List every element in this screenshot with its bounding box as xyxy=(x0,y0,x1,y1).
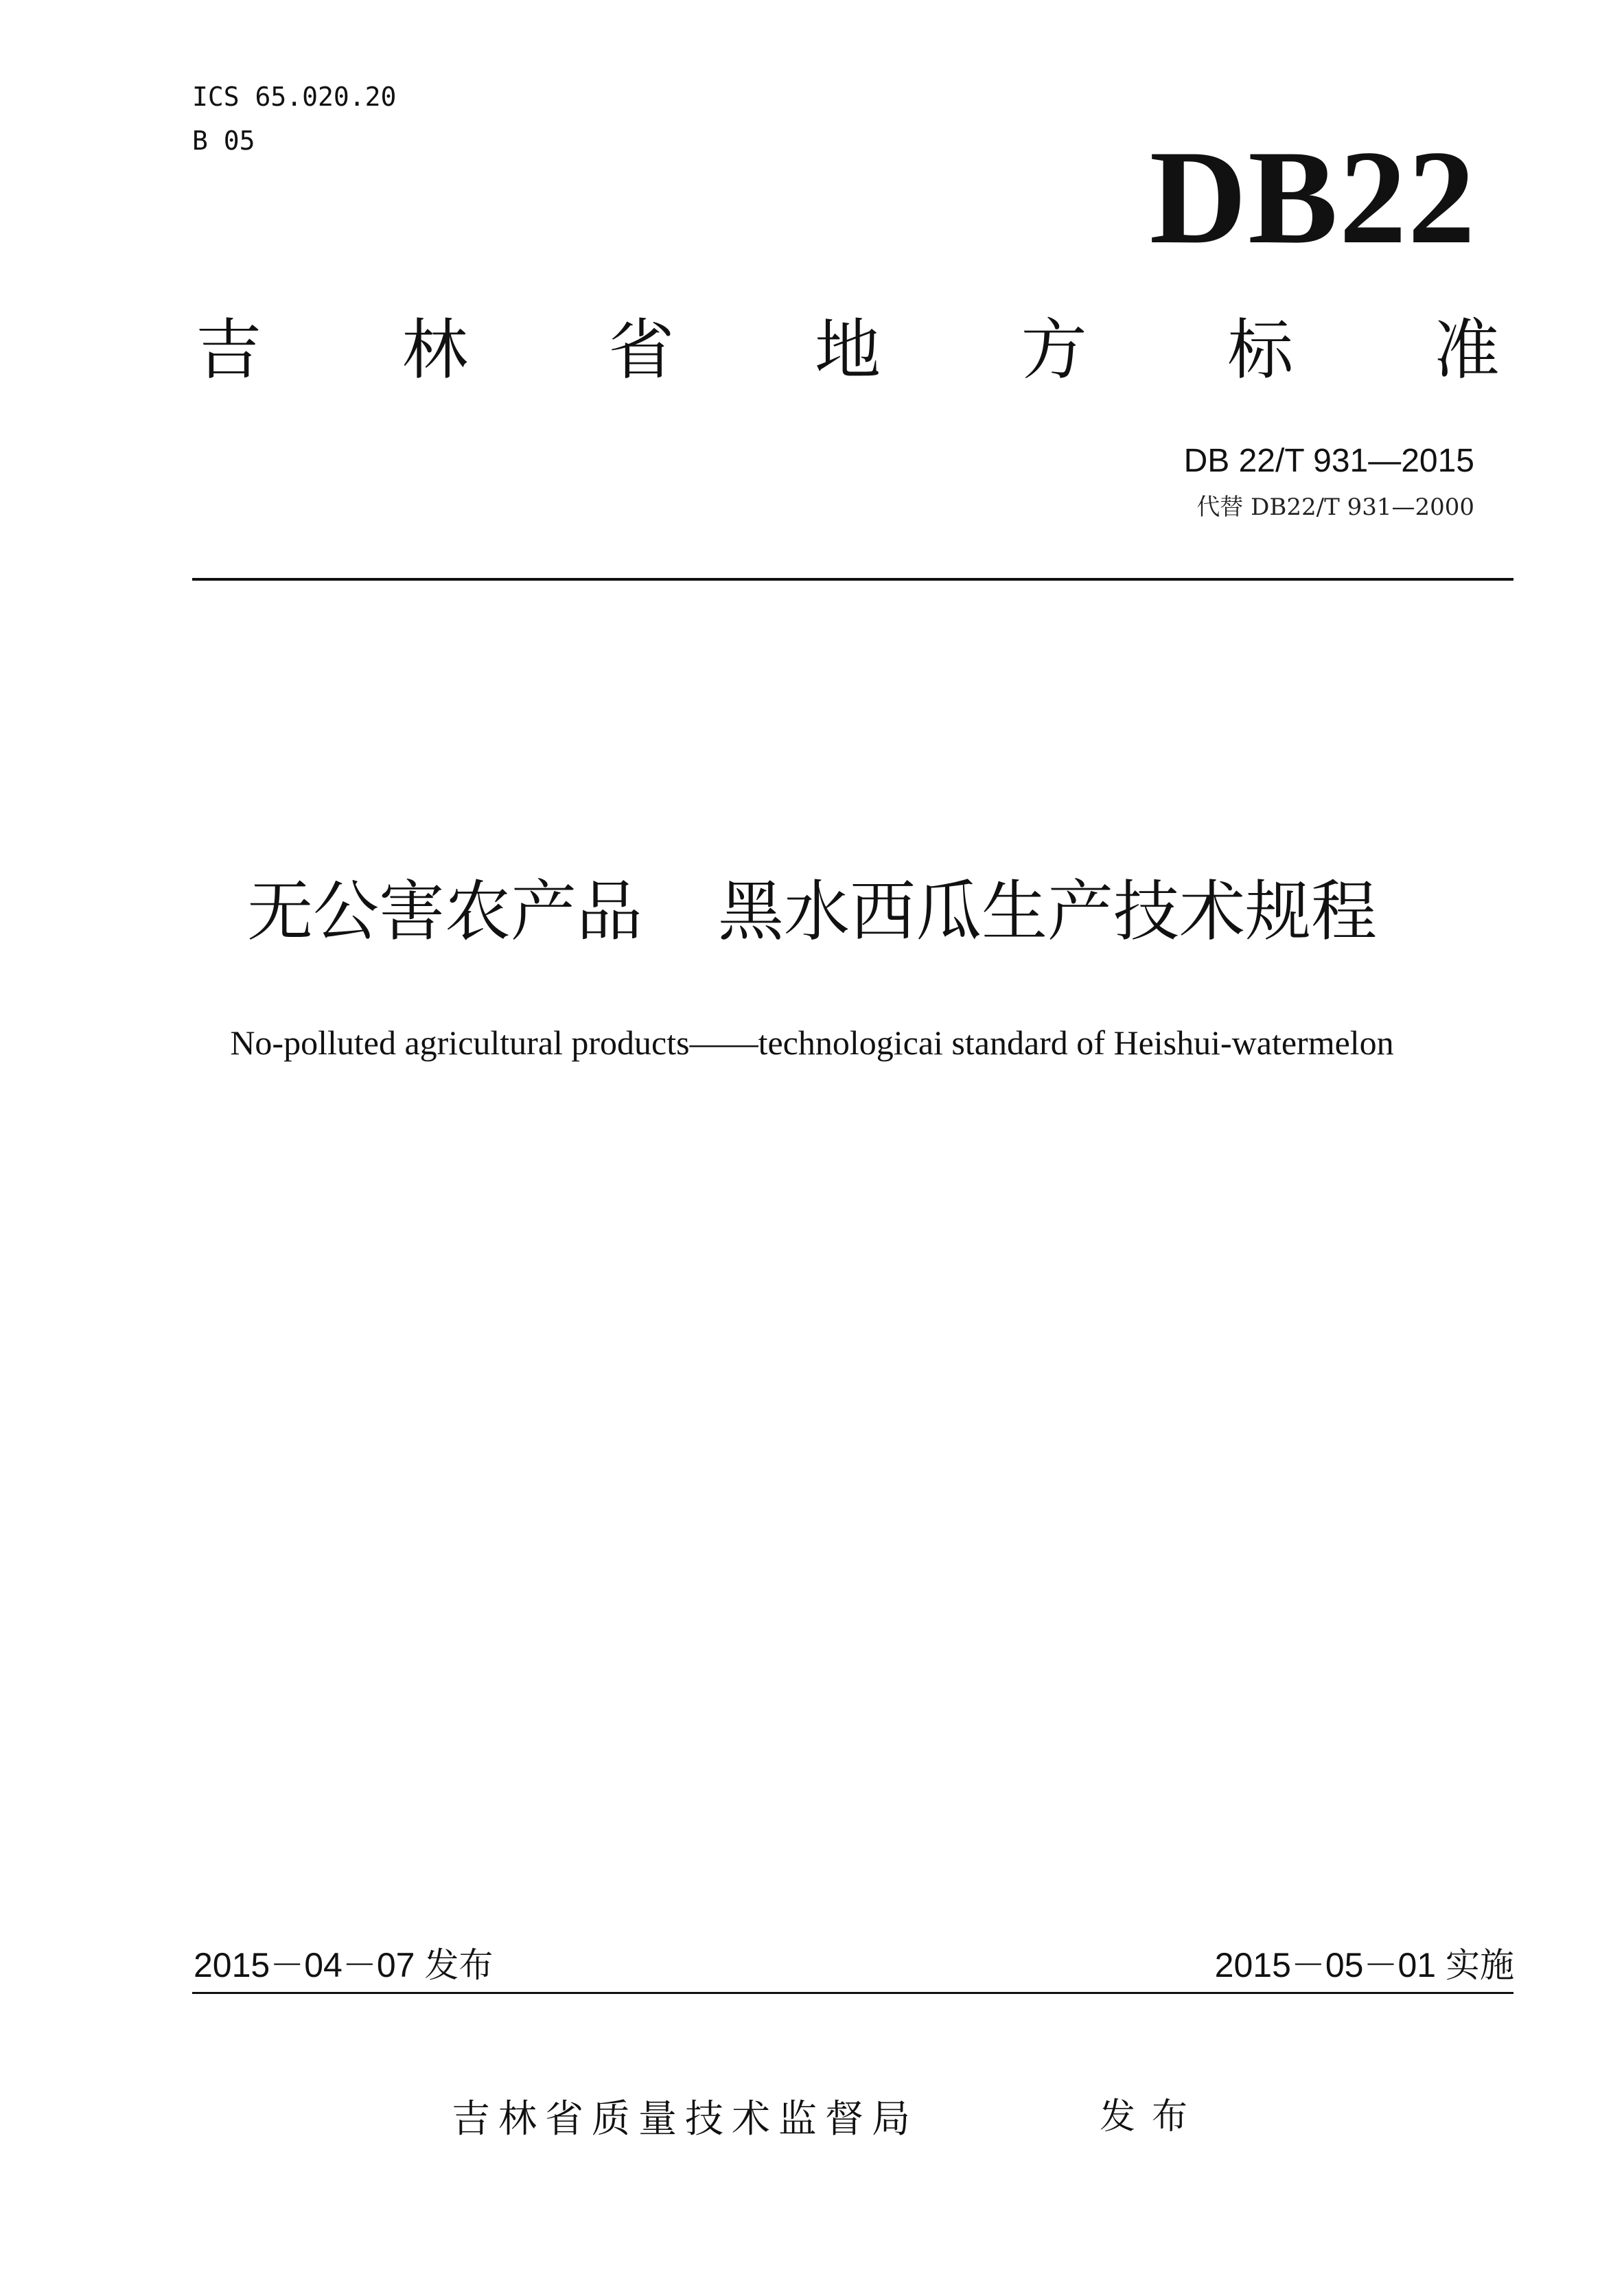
standard-type-char: 省 xyxy=(608,312,675,389)
chinese-title-part1: 无公害农产品 xyxy=(247,873,642,950)
implementation-date: 2015－05－01 实施 xyxy=(1214,1946,1514,1984)
db22-logo: DB22 xyxy=(1149,123,1476,272)
replaces-standard: 代替 DB22/T 931—2000 xyxy=(1196,494,1474,521)
standard-type-char: 林 xyxy=(402,312,468,389)
ics-code: ICS 65.020.20 xyxy=(192,82,397,112)
standard-type-heading xyxy=(196,312,1500,389)
standard-type-char: 方 xyxy=(1021,312,1087,389)
standard-type-char: 标 xyxy=(1227,312,1294,389)
english-title: No-polluted agricultural products——technologicai standard of Heishui-watermelon xyxy=(230,1023,1394,1062)
issue-date: 2015－04－07 发布 xyxy=(194,1946,494,1984)
chinese-title-part2: 黑水西瓜生产技术规程 xyxy=(718,873,1377,950)
standard-type-char: 准 xyxy=(1433,312,1500,389)
bottom-divider xyxy=(192,1992,1513,1994)
standard-type-char: 地 xyxy=(814,312,881,389)
top-divider xyxy=(192,578,1513,581)
standard-number: DB 22/T 931—2015 xyxy=(1183,443,1474,479)
standard-type-char: 吉 xyxy=(196,312,262,389)
publish-label: 发布 xyxy=(1100,2096,1205,2137)
chinese-title xyxy=(0,873,1624,950)
publisher-name: 吉林省质量技术监督局 xyxy=(452,2097,918,2142)
ccs-code: B 05 xyxy=(192,126,255,156)
